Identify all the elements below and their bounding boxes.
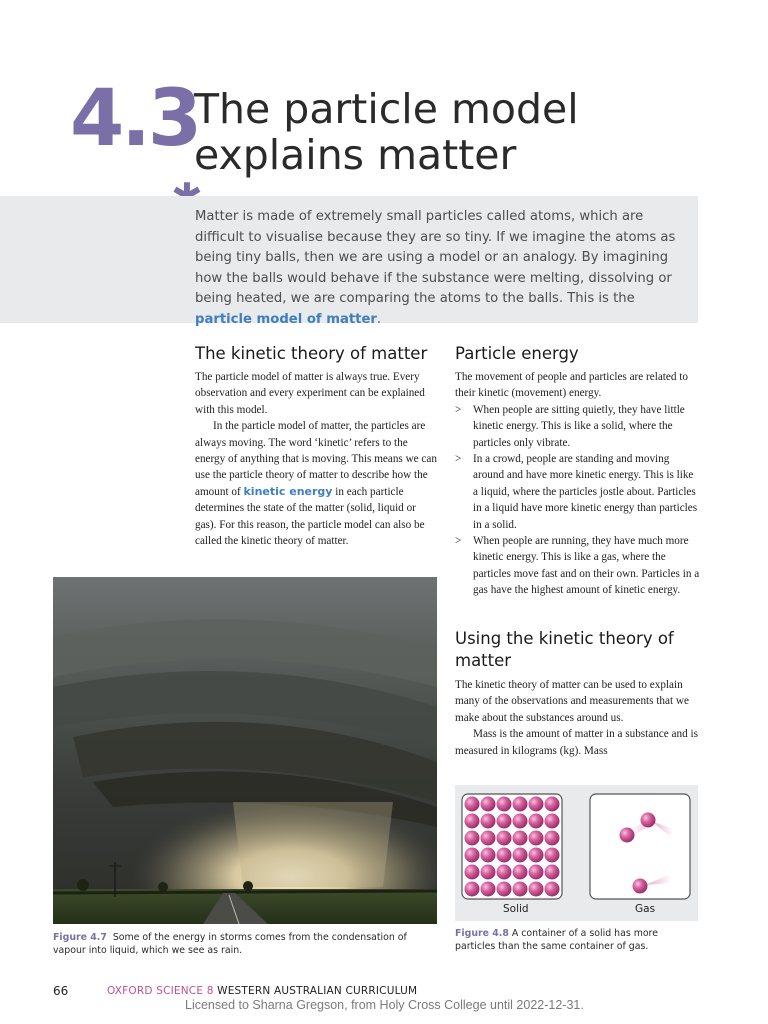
license-watermark: Licensed to Sharna Gregson, from Holy Cross College until 2022-12-31. xyxy=(185,998,584,1012)
figure-4-7-caption-text: Some of the energy in storms comes from the condensation of vapour into liquid, which we see as rain. xyxy=(53,932,407,956)
solid-particle xyxy=(529,882,544,897)
figure-4-7-label: Figure 4.7 xyxy=(53,932,107,943)
solid-particle xyxy=(481,848,496,863)
solid-particle xyxy=(545,865,560,880)
particle-energy-list xyxy=(455,402,700,599)
gas-label: Gas xyxy=(635,903,656,915)
figure-4-7-caption xyxy=(53,931,438,957)
solid-particle xyxy=(481,814,496,829)
particle-energy-body xyxy=(455,369,700,599)
figure-4-8-panel xyxy=(455,785,698,921)
solid-particle xyxy=(513,848,528,863)
solid-particle xyxy=(545,831,560,846)
footer-curriculum: WESTERN AUSTRALIAN CURRICULUM xyxy=(217,985,418,997)
intro-text xyxy=(195,207,690,331)
bullet-text: When people are sitting quietly, they have little kinetic energy. This is like a solid, where the particles only vibrate. xyxy=(473,403,685,449)
bullet-marker: > xyxy=(455,535,462,548)
list-item xyxy=(455,533,700,599)
page-number: 66 xyxy=(53,984,69,998)
solid-particle xyxy=(529,814,544,829)
solid-particle xyxy=(545,814,560,829)
intro-text-body: Matter is made of extremely small particles called atoms, which are difficult to visualise because they are so tiny. If we imagine the atoms as being tiny balls, then we are using a model or an analogy. By imagining how the balls would behave if the substance were melting, dissolving or being heated, we are comparing the atoms to the balls. This is the xyxy=(195,209,676,307)
particle-energy-intro: The movement of people and particles are related to their kinetic (movement) energy. xyxy=(455,371,688,400)
footer-series-name: OXFORD SCIENCE 8 xyxy=(107,985,214,997)
solid-particle xyxy=(529,831,544,846)
solid-particle xyxy=(481,831,496,846)
gas-particle xyxy=(620,828,635,843)
solid-particle xyxy=(513,865,528,880)
figure-4-8-caption-text: A container of a solid has more particles than the same container of gas. xyxy=(455,928,658,952)
solid-particle xyxy=(529,865,544,880)
solid-particle xyxy=(465,831,480,846)
using-kinetic-para2: Mass is the amount of matter in a substance and is measured in kilograms (kg). Mass xyxy=(455,728,698,757)
figure-4-8-label: Figure 4.8 xyxy=(455,928,509,939)
intro-highlight-term: particle model of matter xyxy=(195,311,377,327)
solid-particle xyxy=(497,865,512,880)
figure-4-8-caption xyxy=(455,927,695,953)
solid-particle xyxy=(481,797,496,812)
bullet-text: In a crowd, people are standing and moving around and have more kinetic energy. This is like a liquid, where the particles jostle about. Particles in a liquid have more kinetic energy than particles in a solid. xyxy=(473,453,698,531)
list-item xyxy=(455,402,700,451)
heading-particle-energy: Particle energy xyxy=(455,344,579,363)
kinetic-theory-body xyxy=(195,369,438,549)
kinetic-energy-term: kinetic energy xyxy=(243,484,333,498)
solid-particle xyxy=(465,797,480,812)
section-title xyxy=(194,86,674,178)
section-title-line2: explains matter xyxy=(194,131,517,179)
particle-diagram xyxy=(455,785,698,921)
solid-particle xyxy=(513,814,528,829)
section-number: 4.3 xyxy=(70,74,200,164)
para2-text-before: In the particle model of matter, the particles are always moving. The word ‘kinetic’ refers to the energy of anything that is moving. This means we can use the particle theory of matter to describe how the amount of xyxy=(195,420,437,498)
storm-photo xyxy=(53,577,437,924)
solid-particle xyxy=(545,882,560,897)
solid-particle xyxy=(545,848,560,863)
solid-particle xyxy=(513,831,528,846)
solid-particle xyxy=(497,797,512,812)
gas-particle xyxy=(633,879,648,894)
intro-text-end: . xyxy=(376,311,382,327)
solid-particle xyxy=(513,882,528,897)
solid-label: Solid xyxy=(503,903,529,915)
solid-particle xyxy=(529,797,544,812)
solid-particle xyxy=(513,797,528,812)
using-kinetic-theory-body xyxy=(455,677,700,759)
solid-particle xyxy=(497,831,512,846)
solid-particle xyxy=(465,865,480,880)
gas-particle xyxy=(641,813,656,828)
solid-particle xyxy=(465,848,480,863)
footer-series xyxy=(107,985,417,997)
bullet-marker: > xyxy=(455,403,462,416)
solid-particle xyxy=(497,882,512,897)
solid-particle xyxy=(529,848,544,863)
solid-particle xyxy=(545,797,560,812)
solid-particle xyxy=(465,882,480,897)
using-kinetic-para1: The kinetic theory of matter can be used to explain many of the observations and measurements that we make about the substances around us. xyxy=(455,679,689,724)
para2-text-after: in each particle determines the state of the matter (solid, liquid or gas). For this reason, the particle model can also be called the kinetic theory of matter. xyxy=(195,485,425,548)
list-item xyxy=(455,451,700,533)
solid-container xyxy=(462,794,562,899)
solid-particle xyxy=(465,814,480,829)
solid-particle xyxy=(497,848,512,863)
heading-using-kinetic-theory: Using the kinetic theory of matter xyxy=(455,629,674,670)
section-title-line1: The particle model xyxy=(194,85,579,133)
solid-particle xyxy=(481,882,496,897)
solid-particle xyxy=(481,865,496,880)
bullet-marker: > xyxy=(455,453,462,466)
kinetic-theory-para1: The particle model of matter is always true. Every observation and every experiment can be explained with this model. xyxy=(195,371,425,416)
bullet-text: When people are running, they have much more kinetic energy. This is like a gas, where the particles move fast and on their own. Particles in a gas have the highest amount of kinetic energy. xyxy=(473,535,700,597)
solid-particle xyxy=(497,814,512,829)
kinetic-theory-para2 xyxy=(195,418,438,549)
heading-kinetic-theory: The kinetic theory of matter xyxy=(195,344,428,363)
